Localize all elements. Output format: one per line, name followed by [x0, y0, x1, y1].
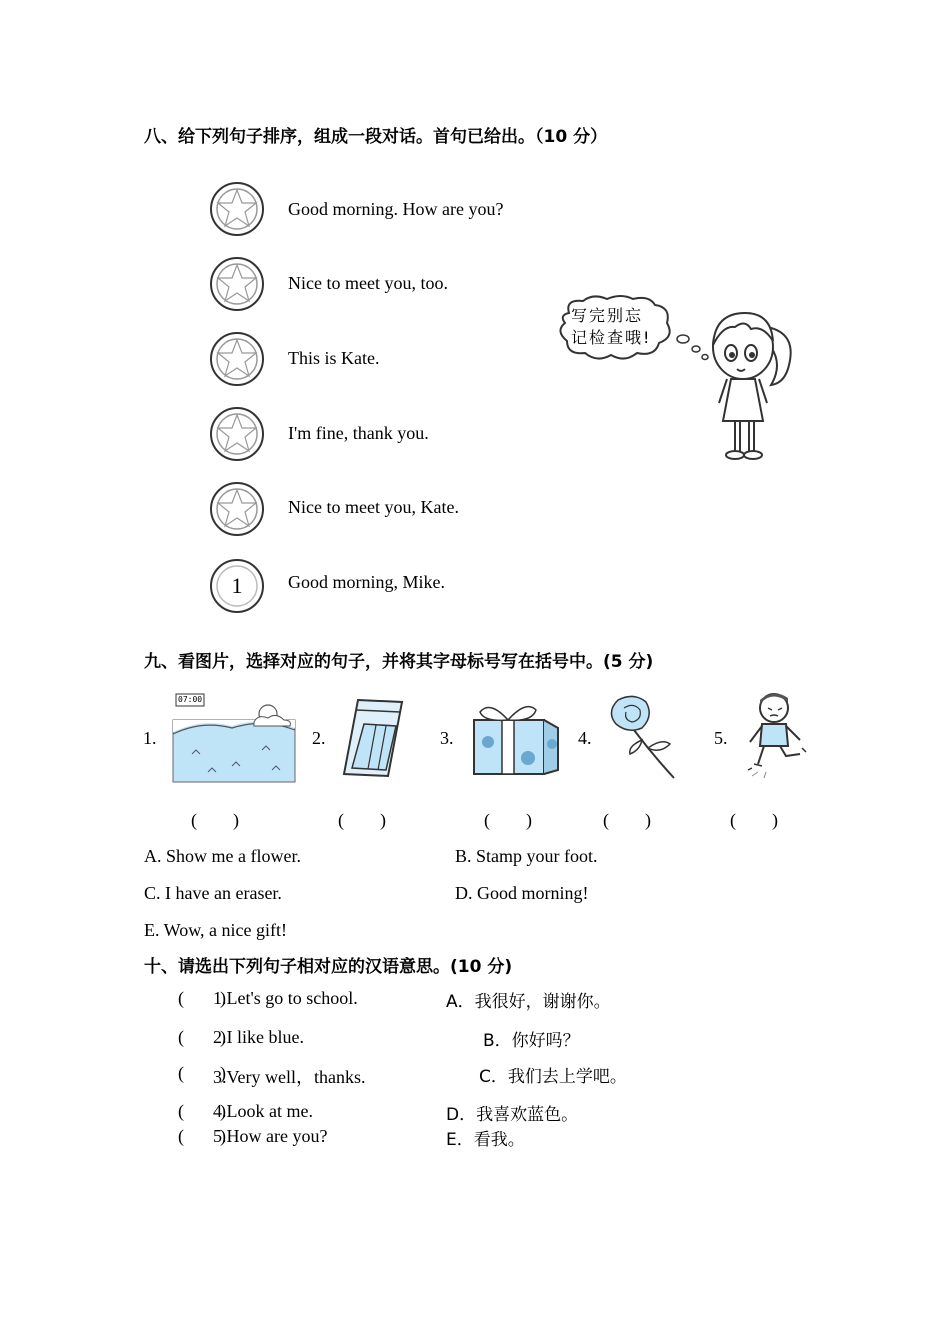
circle-number: [209, 256, 265, 312]
option-b: B. Stamp your foot.: [455, 846, 598, 866]
match-sentence: 2.I like blue.: [213, 1027, 304, 1047]
bubble-text-line1: 写完别忘: [571, 306, 644, 325]
answer-blank[interactable]: ( ): [178, 1063, 226, 1083]
picture-label: 2.: [312, 728, 326, 748]
answer-blank[interactable]: ( ): [191, 810, 239, 830]
option-c: C. I have an eraser.: [144, 883, 282, 903]
thought-bubble: [555, 293, 675, 363]
section-8-title: 八、给下列句子排序，组成一段对话。首句已给出。（10 分）: [144, 127, 608, 147]
dialogue-sentence: Good morning, Mike.: [288, 572, 445, 592]
circle-number: [209, 406, 265, 462]
match-answer: A．我很好，谢谢你。: [446, 992, 611, 1012]
section-10-title: 十、请选出下列句子相对应的汉语意思。(10 分): [144, 957, 513, 977]
answer-blank[interactable]: ( ): [178, 988, 226, 1008]
circle-number: [209, 181, 265, 237]
option-a: A. Show me a flower.: [144, 846, 301, 866]
dialogue-sentence: Nice to meet you, Kate.: [288, 497, 459, 517]
girl-cartoon-icon: [705, 305, 800, 465]
circle-number: 1: [231, 573, 243, 598]
answer-blank[interactable]: ( ): [178, 1101, 226, 1121]
ordering-item: [209, 256, 265, 316]
circle-number: [209, 481, 265, 537]
match-sentence: 1.Let's go to school.: [213, 988, 358, 1008]
clock-text: 07:00: [178, 695, 203, 704]
dialogue-sentence: Good morning. How are you?: [288, 199, 504, 219]
option-e: E. Wow, a nice gift!: [144, 920, 288, 940]
answer-blank[interactable]: ( ): [178, 1126, 226, 1146]
ordering-item: [209, 406, 265, 466]
picture-label: 1.: [143, 728, 157, 748]
answer-blank[interactable]: ( ): [603, 810, 651, 830]
answer-blank[interactable]: ( ): [484, 810, 532, 830]
bubble-text-line2: 记检查哦!: [571, 328, 652, 347]
option-d: D. Good morning!: [455, 883, 589, 903]
answer-blank[interactable]: ( ): [178, 1027, 226, 1047]
morning-landscape-icon: [172, 692, 296, 784]
match-answer: B．你好吗？: [483, 1031, 580, 1051]
eraser-icon: [340, 696, 406, 782]
match-sentence: 3.Very well，thanks.: [213, 1067, 366, 1087]
match-sentence: 5.How are you?: [213, 1126, 328, 1146]
answer-blank[interactable]: ( ): [730, 810, 778, 830]
match-answer: D．我喜欢蓝色。: [446, 1105, 579, 1125]
circle-number: [209, 331, 265, 387]
match-answer: E．看我。: [446, 1130, 525, 1150]
picture-label: 4.: [578, 728, 592, 748]
picture-label: 3.: [440, 728, 454, 748]
dialogue-sentence: This is Kate.: [288, 348, 380, 368]
rose-flower-icon: [604, 694, 680, 782]
match-sentence: 4.Look at me.: [213, 1101, 313, 1121]
section-9-title: 九、看图片，选择对应的句子，并将其字母标号写在括号中。(5 分): [144, 652, 654, 672]
ordering-item: [209, 331, 265, 391]
ordering-item: [209, 481, 265, 541]
picture-label: 5.: [714, 728, 728, 748]
ordering-item: [209, 181, 265, 241]
answer-blank[interactable]: ( ): [338, 810, 386, 830]
dialogue-sentence: I'm fine, thank you.: [288, 423, 429, 443]
boy-stamping-icon: [744, 690, 810, 782]
gift-box-icon: [470, 698, 562, 778]
ordering-item: [209, 558, 265, 618]
match-answer: C．我们去上学吧。: [479, 1067, 627, 1087]
dialogue-sentence: Nice to meet you, too.: [288, 273, 448, 293]
